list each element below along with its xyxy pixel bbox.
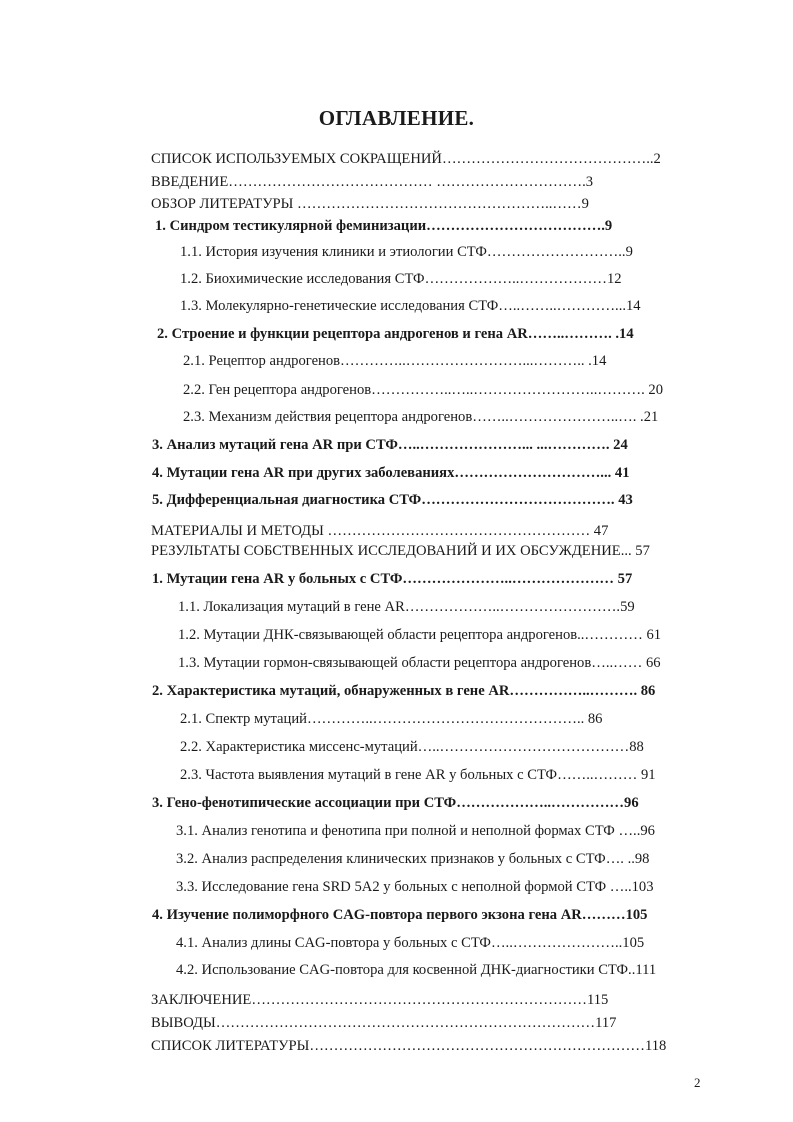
toc-entry-references: СПИСОК ЛИТЕРАТУРЫ……………………………………………………………118 <box>151 1038 667 1054</box>
toc-entry-results: РЕЗУЛЬТАТЫ СОБСТВЕННЫХ ИССЛЕДОВАНИЙ И ИХ ОБСУЖДЕНИЕ... 57 <box>151 543 650 559</box>
toc-entry-results-2: 2. Характеристика мутаций, обнаруженных в гене AR……………..………. 86 <box>152 683 656 699</box>
toc-entry-section-5: 5. Дифференциальная диагностика СТФ…………………………………. 43 <box>152 492 633 508</box>
toc-entry-findings: ВЫВОДЫ……………………………………………………………………117 <box>151 1015 617 1031</box>
toc-entry-conclusion: ЗАКЛЮЧЕНИЕ……………………………………………………………115 <box>151 992 609 1008</box>
toc-entry-results-2-1: 2.1. Спектр мутаций…………..…………………………………….. 86 <box>180 711 603 727</box>
toc-entry-2-1: 2.1. Рецептор андрогенов…………..……………………...……….. .14 <box>183 353 607 369</box>
toc-entry-results-1-2: 1.2. Мутации ДНК-связывающей области рецептора андрогенов..………… 61 <box>178 627 662 643</box>
toc-entry-2-3: 2.3. Механизм действия рецептора андрогенов……..…………………..…. .21 <box>183 409 659 425</box>
toc-entry-results-2-3: 2.3. Частота выявления мутаций в гене AR у больных с СТФ……..……… 91 <box>180 767 656 783</box>
toc-entry-results-4-2: 4.2. Использование CAG-повтора для косвенной ДНК-диагностики СТФ..111 <box>176 962 657 978</box>
page-title: ОГЛАВЛЕНИЕ. <box>318 106 475 130</box>
toc-entry-results-1-1: 1.1. Локализация мутаций в гене AR………………..…………………….59 <box>178 599 635 615</box>
toc-entry-section-2: 2. Строение и функции рецептора андрогенов и гена AR……..………. .14 <box>157 326 634 342</box>
toc-entry-literature-review: ОБЗОР ЛИТЕРАТУРЫ ……………………………………………..……9 <box>151 196 589 212</box>
page-number: 2 <box>694 1075 701 1090</box>
toc-entry-results-3-2: 3.2. Анализ распределения клинических признаков у больных с СТФ…. ..98 <box>176 851 650 867</box>
toc-entry-materials-methods: МАТЕРИАЛЫ И МЕТОДЫ ……………………………………………… 47 <box>151 523 609 539</box>
toc-entry-1-2: 1.2. Биохимические исследования СТФ………………..………………12 <box>180 271 622 287</box>
toc-entry-results-3-3: 3.3. Исследование гена SRD 5A2 у больных с неполной формой СТФ …..103 <box>176 879 654 895</box>
toc-entry-abbreviations: СПИСОК ИСПОЛЬЗУЕМЫХ СОКРАЩЕНИЙ……………………………………..2 <box>151 151 661 167</box>
toc-entry-results-3: 3. Гено-фенотипические ассоциации при СТФ………………..……………96 <box>152 795 639 811</box>
toc-entry-results-3-1: 3.1. Анализ генотипа и фенотипа при полной и неполной формах СТФ …..96 <box>176 823 655 839</box>
toc-entry-results-4-1: 4.1. Анализ длины CAG-повтора у больных с СТФ…..…………………..105 <box>176 935 645 951</box>
toc-entry-results-2-2: 2.2. Характеристика миссенс-мутаций…..…………………………………88 <box>180 739 644 755</box>
toc-entry-1-1: 1.1. История изучения клиники и этиологии СТФ………………………..9 <box>180 244 633 260</box>
toc-entry-section-3: 3. Анализ мутаций гена AR при СТФ…..…………………... ...…………. 24 <box>152 437 628 453</box>
toc-entry-results-4: 4. Изучение полиморфного CAG-повтора первого экзона гена AR………105 <box>152 907 648 923</box>
toc-entry-section-1: 1. Синдром тестикулярной феминизации……………………………….9 <box>155 218 613 234</box>
toc-entry-introduction: ВВЕДЕНИЕ…………………………………… ………………………….3 <box>151 174 594 190</box>
toc-entry-section-4: 4. Мутации гена AR при других заболеваниях…………………………... 41 <box>152 465 630 481</box>
toc-entry-2-2: 2.2. Ген рецептора андрогенов……………..…..……………………..………. 20 <box>183 382 664 398</box>
toc-entry-results-1: 1. Мутации гена AR у больных с СТФ…………………..………………… 57 <box>152 571 633 587</box>
toc-entry-results-1-3: 1.3. Мутации гормон-связывающей области рецептора андрогенов…..…… 66 <box>178 655 661 671</box>
toc-entry-1-3: 1.3. Молекулярно-генетические исследования СТФ…..……..…………...14 <box>180 298 641 314</box>
